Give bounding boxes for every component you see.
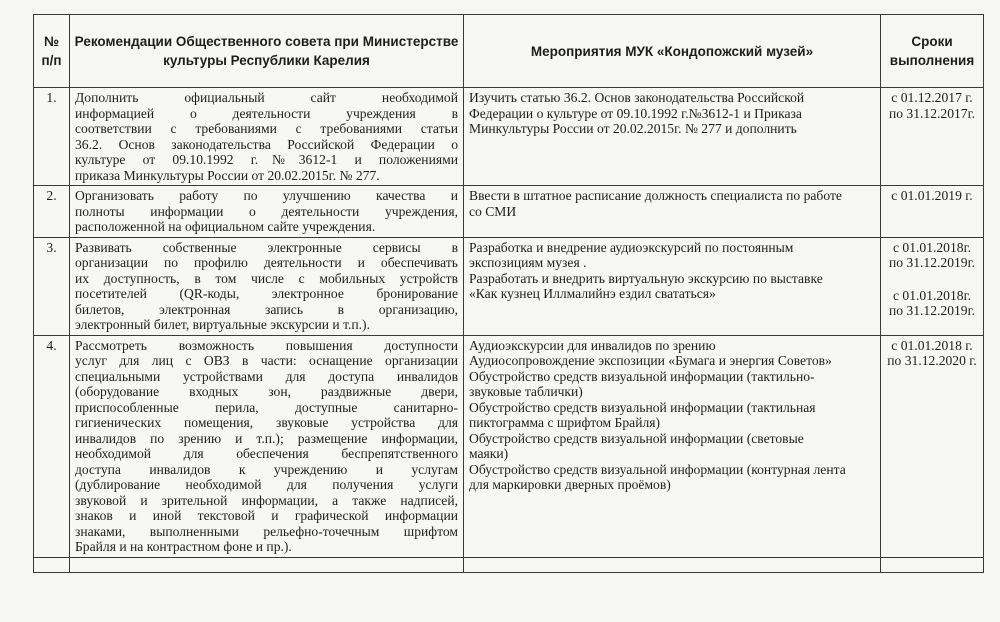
- recommendation-text-line: приказа Минкультуры России от 20.02.2015г. № 277.: [75, 167, 380, 183]
- recommendation-text-line: звуковой и зрительной информации, а также надписей,: [75, 492, 458, 508]
- row-number: 3.: [34, 237, 70, 335]
- term-text: [881, 88, 984, 186]
- row-number: 4.: [34, 335, 70, 557]
- table-row: [34, 335, 984, 557]
- term-text-line: с 01.12.2017 г.: [891, 90, 973, 105]
- recommendation-text-line: посетителей (QR-коды, электронное бронирование: [75, 286, 458, 301]
- recommendation-text-line: культуре от 09.10.1992 г.№3612-1 и положениями: [75, 152, 458, 167]
- recommendation-text-line: доступа инвалидов к учреждению и услугам: [75, 461, 458, 477]
- header-terms: Сроки выполнения: [881, 15, 984, 88]
- recommendation-text: [70, 186, 464, 238]
- header-activities: Мероприятия МУК «Кондопожский музей»: [464, 15, 881, 88]
- term-text: [881, 237, 984, 335]
- term-text-line: по 31.12.2020 г.: [887, 353, 977, 368]
- activity-text: [464, 237, 881, 335]
- term-text: [881, 186, 984, 238]
- activity-text-line: Разработать и внедрить виртуальную экскурсию по выставке: [469, 270, 823, 286]
- recommendation-text-line: услуг для лиц с ОВЗ в части: оснащение организации: [75, 353, 458, 368]
- recommendation-text-line: специальными устройствами для доступа инвалидов: [75, 368, 458, 384]
- activity-text-line: для маркировки дверных проёмов): [469, 477, 671, 492]
- term-text-line: по 31.12.2017г.: [888, 105, 976, 121]
- activity-text: [464, 186, 881, 238]
- row-number: 1.: [34, 88, 70, 186]
- activity-text-line: Ввести в штатное расписание должность специалиста по работе: [469, 188, 842, 203]
- term-text-line: по 31.12.2019г.: [888, 303, 976, 318]
- recommendation-text-line: 36.2. Основ законодательства Российской Федерации о: [75, 136, 458, 152]
- recommendation-text-line: информацией о деятельности учреждения в: [75, 105, 458, 121]
- recommendation-text: [70, 335, 464, 557]
- activity-text-line: «Как кузнец Иллмалийнэ ездил свататься»: [469, 286, 716, 301]
- term-text-line: [886, 271, 978, 288]
- activity-text: [464, 88, 881, 186]
- empty-cell: [70, 557, 464, 572]
- recommendation-text-line: знаками, выполненными рельефно-точечным шрифтом: [75, 523, 458, 539]
- term-text-line: по 31.12.2019г.: [888, 255, 976, 270]
- recommendation-text-line: Брайля и на контрастном фоне и пр.).: [75, 539, 292, 554]
- recommendation-text-line: знаков и иной текстовой и графической информации: [75, 508, 458, 523]
- term-text-line: с 01.01.2018г.: [892, 239, 972, 255]
- recommendation-text-line: Дополнить официальный сайт необходимой: [75, 90, 458, 105]
- activity-text-line: Изучить статью 36.2. Основ законодательства Российской: [469, 90, 805, 105]
- activity-text-line: Федерации о культуре от 09.10.1992 г.№3612-1 и Приказа: [469, 105, 802, 121]
- activity-text-line: Аудиоэкскурсии для инвалидов по зрению: [469, 337, 716, 353]
- recommendation-text-line: организации по профилю деятельности и обеспечивать: [75, 255, 458, 270]
- recommendation-text-line: расположенной на официальном сайте учреждения.: [75, 219, 376, 234]
- empty-cell: [881, 557, 984, 572]
- activity-text-line: Обустройство средств визуальной информации (контурная лента: [469, 461, 846, 477]
- recommendation-text-line: Организовать работу по улучшению качества и: [75, 188, 458, 203]
- activity-text-line: звуковые таблички): [469, 384, 583, 399]
- header-num-line1: №: [43, 34, 60, 49]
- recommendation-text-line: приспособленные перила, доступные санитарно-: [75, 399, 458, 415]
- activity-text-line: со СМИ: [469, 203, 517, 219]
- row-number: 2.: [34, 186, 70, 238]
- table-body: [34, 88, 984, 573]
- empty-row: [34, 557, 984, 572]
- table-row: [34, 88, 984, 186]
- recommendation-text-line: их доступность, в том числе с мобильных устройств: [75, 270, 458, 286]
- recommendation-text: [70, 88, 464, 186]
- recommendation-text-line: инвалидов по зрению и т.п.); размещение информации,: [75, 430, 458, 446]
- measures-table: [33, 14, 984, 573]
- recommendation-text-line: (оборудование входных зон, раздвижные двери,: [75, 384, 458, 399]
- empty-cell: [34, 557, 70, 572]
- activity-text-line: маяки): [469, 446, 509, 461]
- recommendation-text-line: (дублирование необходимой для получения услуги: [75, 477, 458, 492]
- activity-text-line: Обустройство средств визуальной информации (световые: [469, 430, 804, 446]
- recommendation-text-line: Развивать собственные электронные сервисы в: [75, 239, 458, 255]
- recommendation-text-line: полноты информации о деятельности учреждения,: [75, 203, 458, 219]
- recommendation-text-line: билетов, электронная запись в организацию,: [75, 301, 458, 317]
- header-recommendations: Рекомендации Общественного совета при Министерстве культуры Республики Карелия: [70, 15, 464, 88]
- empty-cell: [464, 557, 881, 572]
- recommendation-text-line: электронный билет, виртуальные экскурсии и т.п.).: [75, 317, 370, 332]
- recommendation-text-line: необходимой для обеспечения беспрепятственного: [75, 446, 458, 461]
- table-header-row: [34, 15, 984, 88]
- activity-text-line: Обустройство средств визуальной информации (тактильно-: [469, 368, 815, 384]
- term-text-line: с 01.01.2018 г.: [891, 337, 973, 353]
- term-text-line: с 01.01.2018г.: [892, 287, 972, 303]
- header-num-line2: п/п: [41, 53, 62, 68]
- recommendation-text-line: соответствии с требованиями с требованиями статьи: [75, 121, 458, 136]
- term-text-line: с 01.01.2019 г.: [891, 188, 973, 203]
- term-text: [881, 335, 984, 557]
- activity-text-line: Обустройство средств визуальной информации (тактильная: [469, 399, 816, 415]
- activity-text-line: пиктограмма с шрифтом Брайля): [469, 415, 661, 430]
- header-num: [34, 15, 70, 88]
- recommendation-text: [70, 237, 464, 335]
- table-row: [34, 237, 984, 335]
- recommendation-text-line: Рассмотреть возможность повышения доступности: [75, 337, 458, 353]
- activity-text-line: Аудиосопровождение экспозиции «Бумага и энергия Советов»: [469, 353, 832, 368]
- table-row: [34, 186, 984, 238]
- activity-text-line: экспозициям музея .: [469, 255, 587, 270]
- activity-text-line: Разработка и внедрение аудиоэкскурсий по постоянным: [469, 239, 794, 255]
- activity-text: [464, 335, 881, 557]
- recommendation-text-line: гигиенических помещения, звуковые устройства для: [75, 415, 458, 430]
- activity-text-line: Минкультуры России от 20.02.2015г. № 277 и дополнить: [469, 121, 797, 136]
